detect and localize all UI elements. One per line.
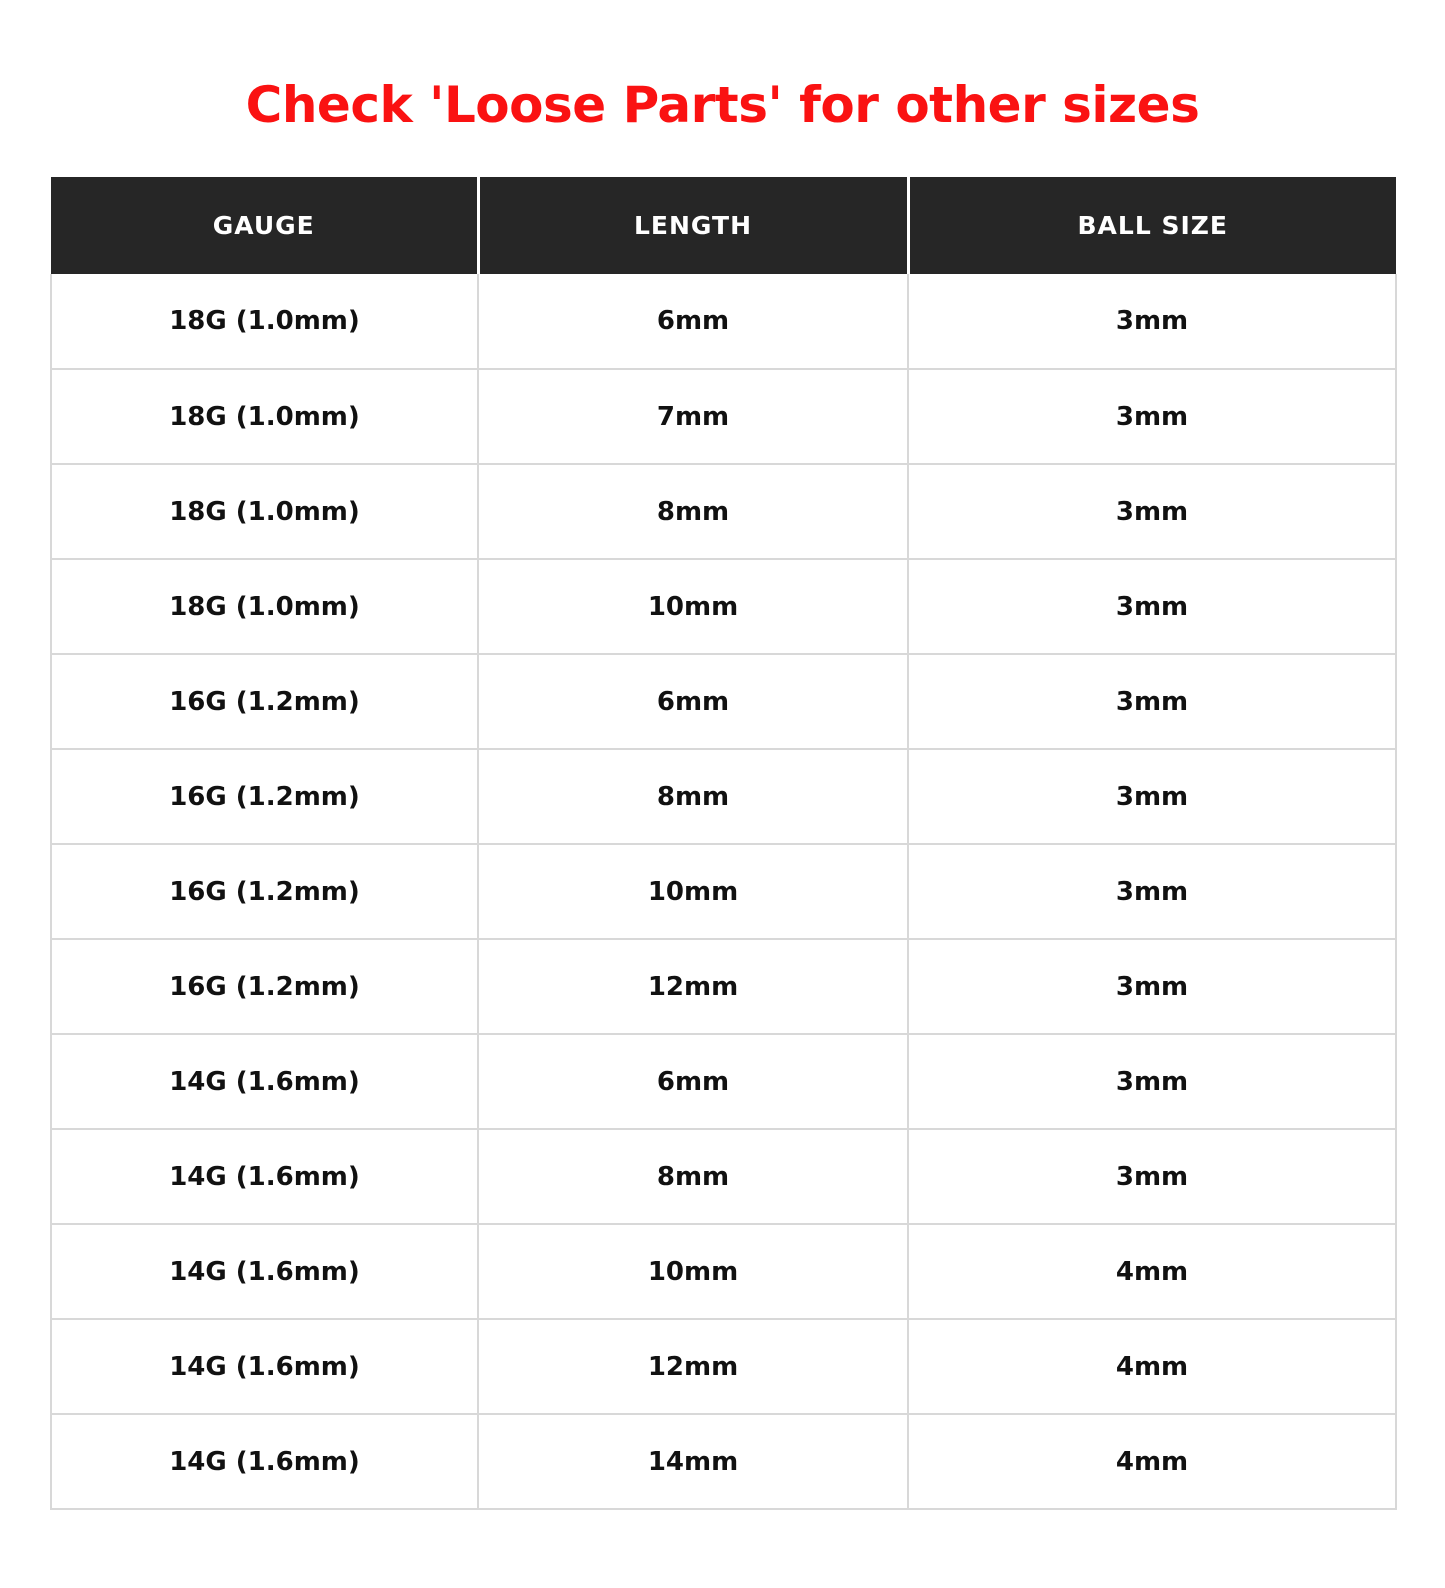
table-row bbox=[51, 1034, 1396, 1129]
cell-ball-size: 4mm bbox=[908, 1414, 1396, 1509]
size-chart-table-wrapper bbox=[50, 177, 1395, 1510]
table-row bbox=[51, 1224, 1396, 1319]
cell-length: 8mm bbox=[478, 749, 908, 844]
table-row bbox=[51, 464, 1396, 559]
cell-ball-size: 3mm bbox=[908, 1129, 1396, 1224]
column-header-length: LENGTH bbox=[478, 177, 908, 274]
table-body bbox=[51, 274, 1396, 1509]
cell-gauge: 18G (1.0mm) bbox=[51, 274, 478, 369]
cell-gauge: 18G (1.0mm) bbox=[51, 369, 478, 464]
cell-gauge: 16G (1.2mm) bbox=[51, 939, 478, 1034]
cell-length: 8mm bbox=[478, 1129, 908, 1224]
cell-length: 6mm bbox=[478, 654, 908, 749]
cell-length: 6mm bbox=[478, 274, 908, 369]
table-header bbox=[51, 177, 1396, 274]
cell-ball-size: 3mm bbox=[908, 559, 1396, 654]
cell-ball-size: 3mm bbox=[908, 464, 1396, 559]
column-header-ball-size: BALL SIZE bbox=[908, 177, 1396, 274]
cell-ball-size: 3mm bbox=[908, 274, 1396, 369]
cell-length: 7mm bbox=[478, 369, 908, 464]
table-header-row bbox=[51, 177, 1396, 274]
cell-length: 12mm bbox=[478, 1319, 908, 1414]
cell-length: 12mm bbox=[478, 939, 908, 1034]
cell-ball-size: 3mm bbox=[908, 844, 1396, 939]
cell-ball-size: 3mm bbox=[908, 749, 1396, 844]
table-row bbox=[51, 1129, 1396, 1224]
table-row bbox=[51, 939, 1396, 1034]
cell-gauge: 18G (1.0mm) bbox=[51, 464, 478, 559]
cell-gauge: 18G (1.0mm) bbox=[51, 559, 478, 654]
cell-length: 14mm bbox=[478, 1414, 908, 1509]
table-row bbox=[51, 369, 1396, 464]
cell-ball-size: 3mm bbox=[908, 939, 1396, 1034]
cell-length: 10mm bbox=[478, 559, 908, 654]
column-header-gauge: GAUGE bbox=[51, 177, 478, 274]
cell-ball-size: 3mm bbox=[908, 654, 1396, 749]
table-row bbox=[51, 274, 1396, 369]
cell-length: 10mm bbox=[478, 1224, 908, 1319]
cell-gauge: 14G (1.6mm) bbox=[51, 1414, 478, 1509]
page-title: Check 'Loose Parts' for other sizes bbox=[245, 76, 1200, 134]
cell-ball-size: 4mm bbox=[908, 1224, 1396, 1319]
table-row bbox=[51, 654, 1396, 749]
cell-ball-size: 3mm bbox=[908, 1034, 1396, 1129]
cell-length: 10mm bbox=[478, 844, 908, 939]
cell-gauge: 16G (1.2mm) bbox=[51, 654, 478, 749]
cell-ball-size: 4mm bbox=[908, 1319, 1396, 1414]
cell-gauge: 16G (1.2mm) bbox=[51, 844, 478, 939]
cell-gauge: 14G (1.6mm) bbox=[51, 1224, 478, 1319]
cell-ball-size: 3mm bbox=[908, 369, 1396, 464]
table-row bbox=[51, 1319, 1396, 1414]
cell-gauge: 14G (1.6mm) bbox=[51, 1034, 478, 1129]
table-row bbox=[51, 1414, 1396, 1509]
cell-length: 6mm bbox=[478, 1034, 908, 1129]
table-row bbox=[51, 749, 1396, 844]
table-row bbox=[51, 559, 1396, 654]
cell-gauge: 16G (1.2mm) bbox=[51, 749, 478, 844]
table-row bbox=[51, 844, 1396, 939]
cell-length: 8mm bbox=[478, 464, 908, 559]
cell-gauge: 14G (1.6mm) bbox=[51, 1129, 478, 1224]
cell-gauge: 14G (1.6mm) bbox=[51, 1319, 478, 1414]
size-chart-table bbox=[50, 177, 1397, 1510]
